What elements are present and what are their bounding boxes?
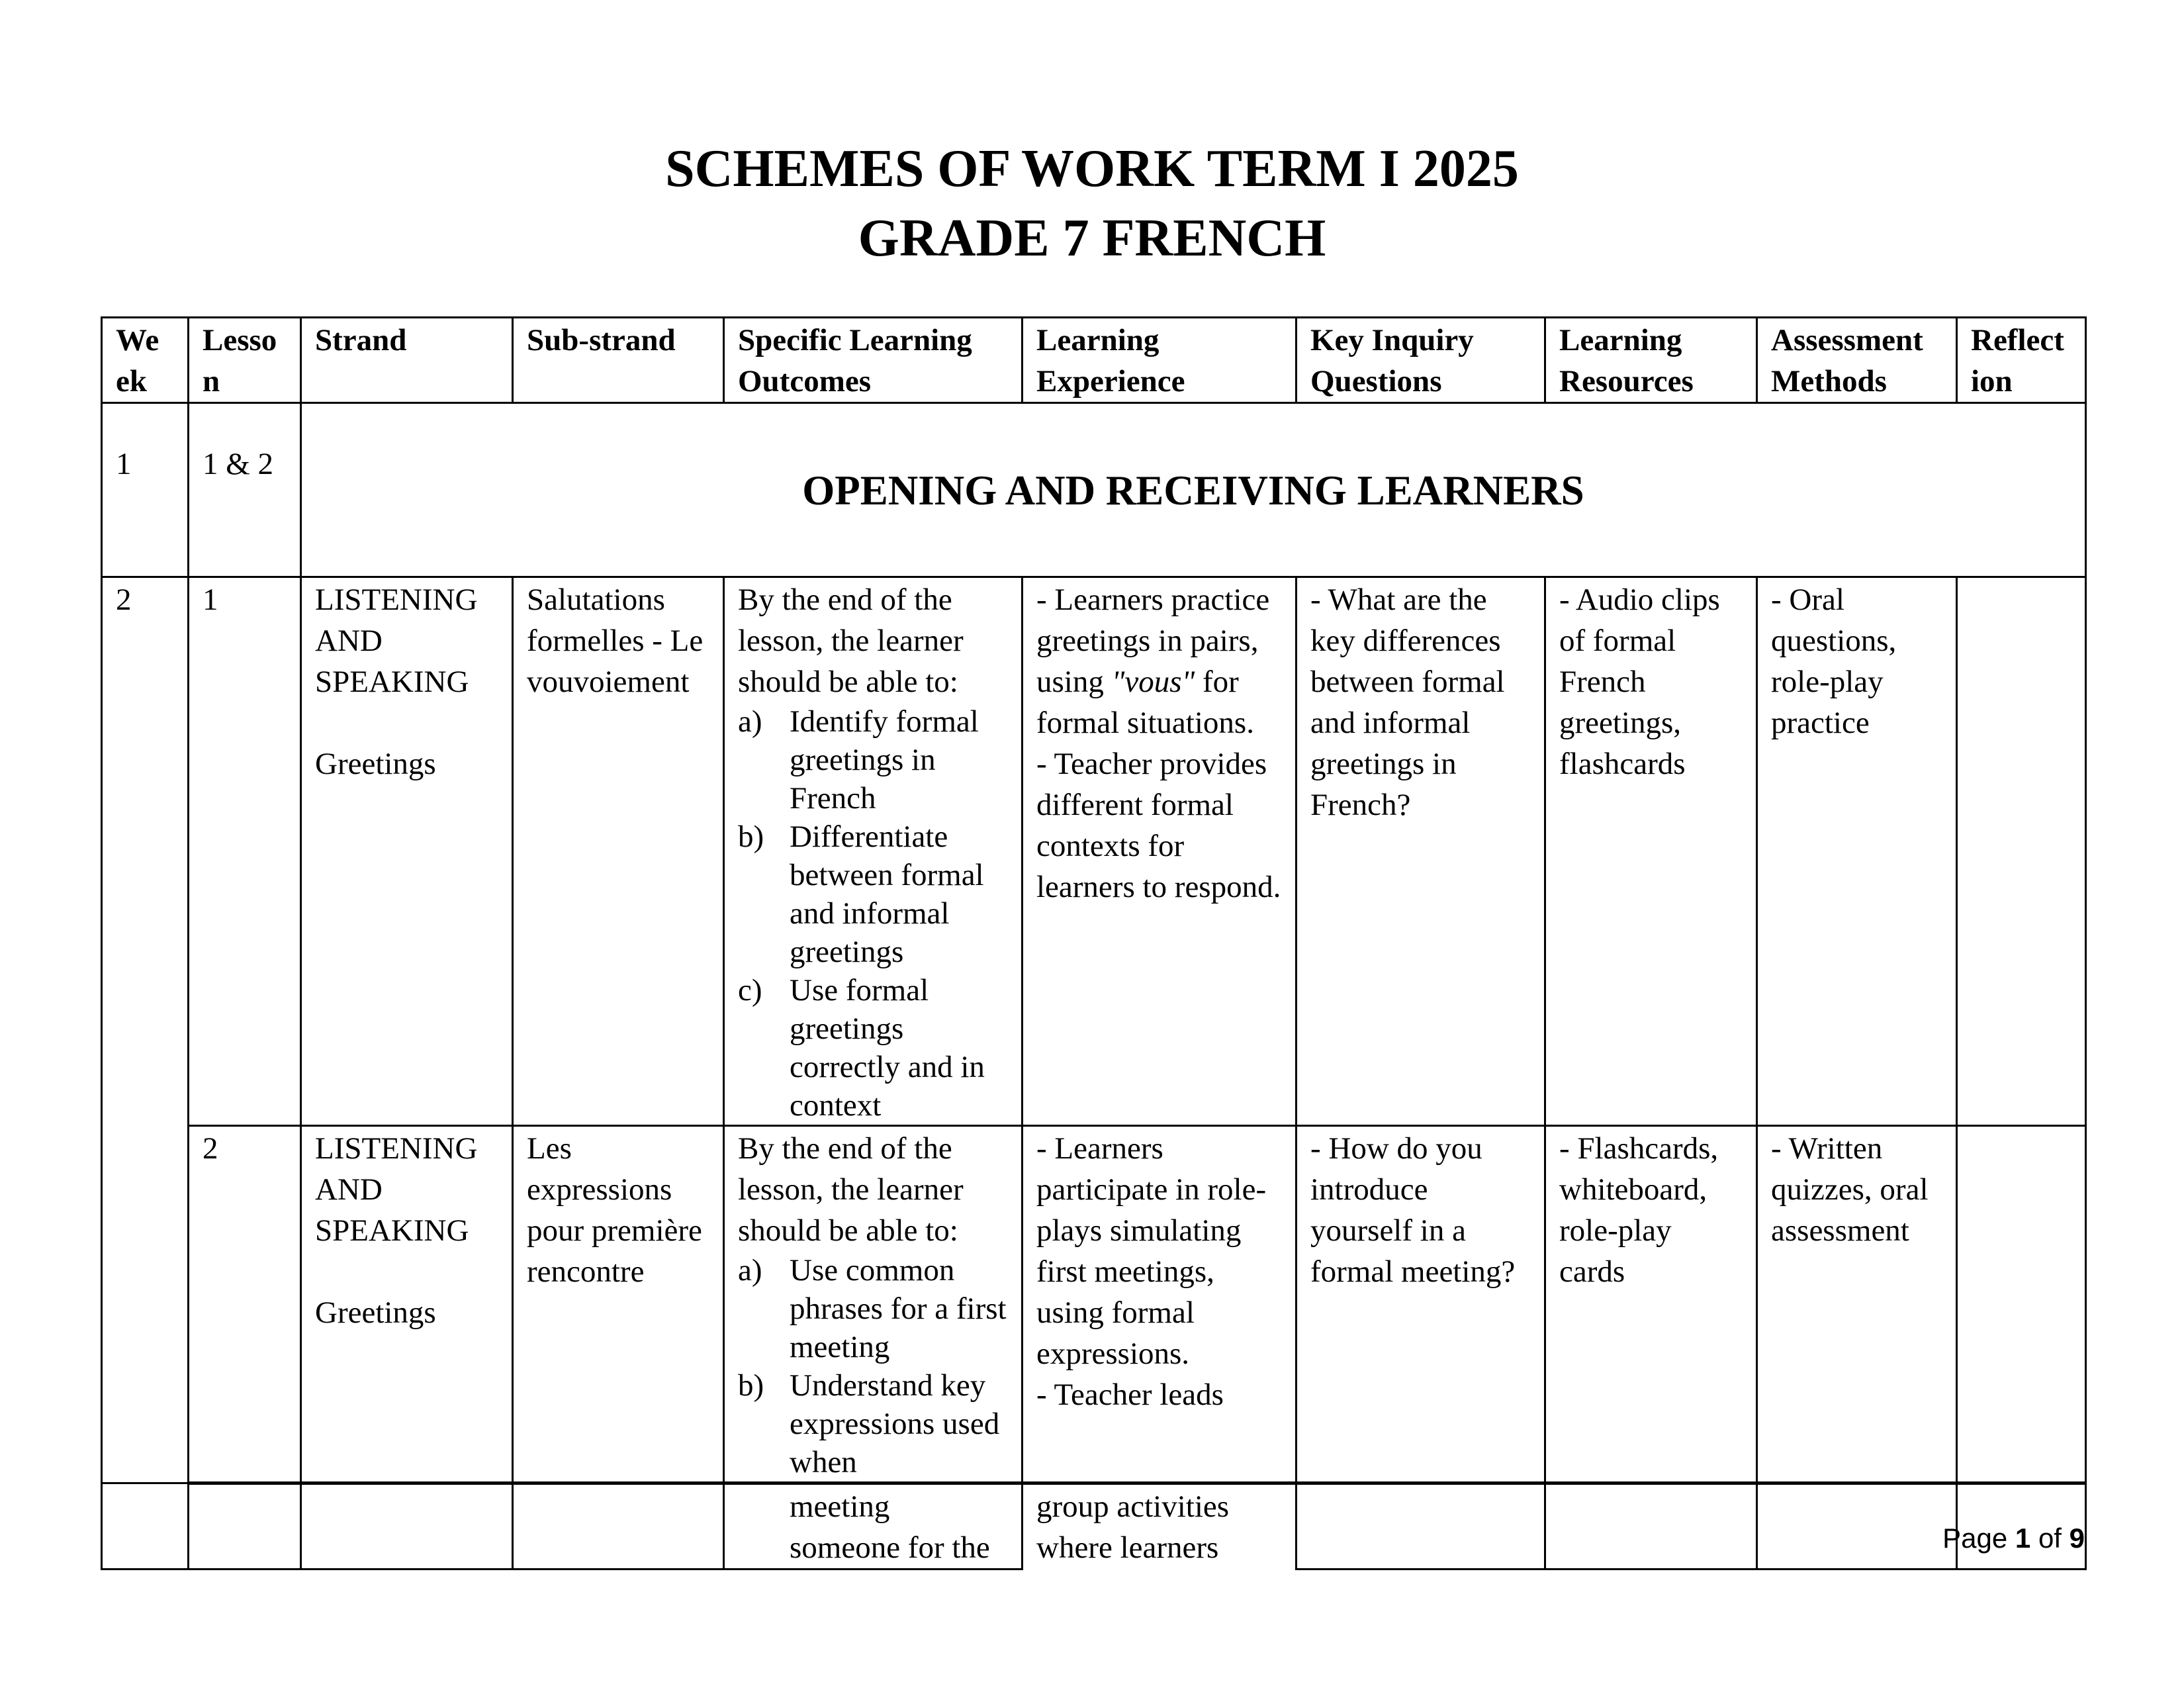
document-title: SCHEMES OF WORK TERM I 2025: [665, 140, 1519, 198]
column-header-experience: Learning Experience: [1023, 318, 1297, 403]
list-item: Use formal greetings correctly and in context: [790, 973, 985, 1123]
table-row: [102, 1483, 2086, 1570]
week-cell: 1: [102, 403, 189, 577]
resources-cell: [1545, 1483, 1757, 1570]
page-of: of: [2038, 1523, 2062, 1554]
assessment-cell: - Oral questions, role-play practice: [1757, 577, 1957, 1126]
strand-cell: [301, 1126, 513, 1483]
experience-text: - Learners participate in role-plays simulating first meetings, using formal expressions.: [1036, 1131, 1267, 1371]
column-header-sub-strand: Sub-strand: [513, 318, 724, 403]
experience-text: - Teacher leads: [1036, 1378, 1224, 1412]
lesson-cell: 1: [189, 577, 301, 1126]
sub-strand-cell: Les expressions pour première rencontre: [513, 1126, 724, 1483]
questions-cell: - How do you introduce yourself in a formal meeting?: [1297, 1126, 1545, 1483]
strand-text: LISTENING AND SPEAKING: [315, 1131, 478, 1248]
list-item: Identify formal greetings in French: [790, 704, 979, 816]
outcomes-cell: [724, 577, 1023, 1126]
column-header-outcomes: Specific Learning Outcomes: [724, 318, 1023, 403]
page-current: 1: [2015, 1523, 2031, 1554]
lesson-cell: 2: [189, 1126, 301, 1483]
assessment-cell: - Written quizzes, oral assessment: [1757, 1126, 1957, 1483]
column-header-week: We ek: [102, 318, 189, 403]
column-header-resources: Learning Resources: [1545, 318, 1757, 403]
experience-emphasis: "vous": [1111, 665, 1195, 699]
strand-text: LISTENING AND SPEAKING: [315, 583, 478, 699]
strand-sub-text: Greetings: [315, 747, 436, 781]
questions-cell: - What are the key differences between formal and informal greetings in French?: [1297, 577, 1545, 1126]
strand-sub-text: Greetings: [315, 1295, 436, 1330]
resources-cell: - Flashcards, whiteboard, role-play cards: [1545, 1126, 1757, 1483]
week-cell: 2: [102, 577, 189, 1483]
lesson-cell: 1 & 2: [189, 403, 301, 577]
lesson-cell: [189, 1483, 301, 1570]
sub-strand-cell: [513, 1483, 724, 1570]
list-item: Use common phrases for a first meeting: [790, 1253, 1007, 1364]
strand-cell: [301, 577, 513, 1126]
schemes-of-work-table: [101, 316, 2087, 1570]
page-number: [1942, 1523, 2085, 1554]
week-cell: [102, 1483, 189, 1570]
experience-text-part: for formal situations.: [1036, 665, 1254, 740]
opening-banner: OPENING AND RECEIVING LEARNERS: [301, 403, 2086, 577]
outcomes-continuation: meeting someone for the: [724, 1483, 1023, 1570]
experience-text: [1036, 579, 1282, 743]
outcomes-cell: [724, 1126, 1023, 1483]
page-label: Page: [1942, 1523, 2008, 1554]
column-header-reflection: Reflect ion: [1957, 318, 2086, 403]
reflection-cell: [1957, 1126, 2086, 1483]
resources-cell: - Audio clips of formal French greetings, flashcards: [1545, 577, 1757, 1126]
page-total: 9: [2069, 1523, 2085, 1554]
reflection-cell: [1957, 577, 2086, 1126]
column-header-questions: Key Inquiry Questions: [1297, 318, 1545, 403]
column-header-lesson: Lesso n: [189, 318, 301, 403]
table-row: [102, 577, 2086, 1126]
strand-cell: [301, 1483, 513, 1570]
table-row: [102, 403, 2086, 577]
document-subtitle: GRADE 7 FRENCH: [858, 209, 1326, 267]
table-header-row: [102, 318, 2086, 403]
experience-cell: [1023, 577, 1297, 1126]
experience-cell: [1023, 1126, 1297, 1483]
column-header-strand: Strand: [301, 318, 513, 403]
outcomes-intro: By the end of the lesson, the learner should be able to:: [738, 1131, 964, 1248]
assessment-cell: [1757, 1483, 1957, 1570]
column-header-assessment: Assessment Methods: [1757, 318, 1957, 403]
outcomes-list: [738, 1251, 1008, 1481]
questions-cell: [1297, 1483, 1545, 1570]
experience-continuation: group activities where learners: [1023, 1483, 1297, 1570]
experience-text: - Teacher provides different formal contexts for learners to respond.: [1036, 747, 1281, 904]
outcomes-list: [738, 702, 1008, 1125]
sub-strand-cell: Salutations formelles - Le vouvoiement: [513, 577, 724, 1126]
experience-text-part: - Learners practice greetings in pairs, using: [1036, 583, 1270, 699]
outcomes-intro: By the end of the lesson, the learner should be able to:: [738, 583, 964, 699]
list-item: Understand key expressions used when: [790, 1368, 1000, 1479]
list-item: Differentiate between formal and informal greetings: [790, 820, 984, 969]
table-row: [102, 1126, 2086, 1483]
